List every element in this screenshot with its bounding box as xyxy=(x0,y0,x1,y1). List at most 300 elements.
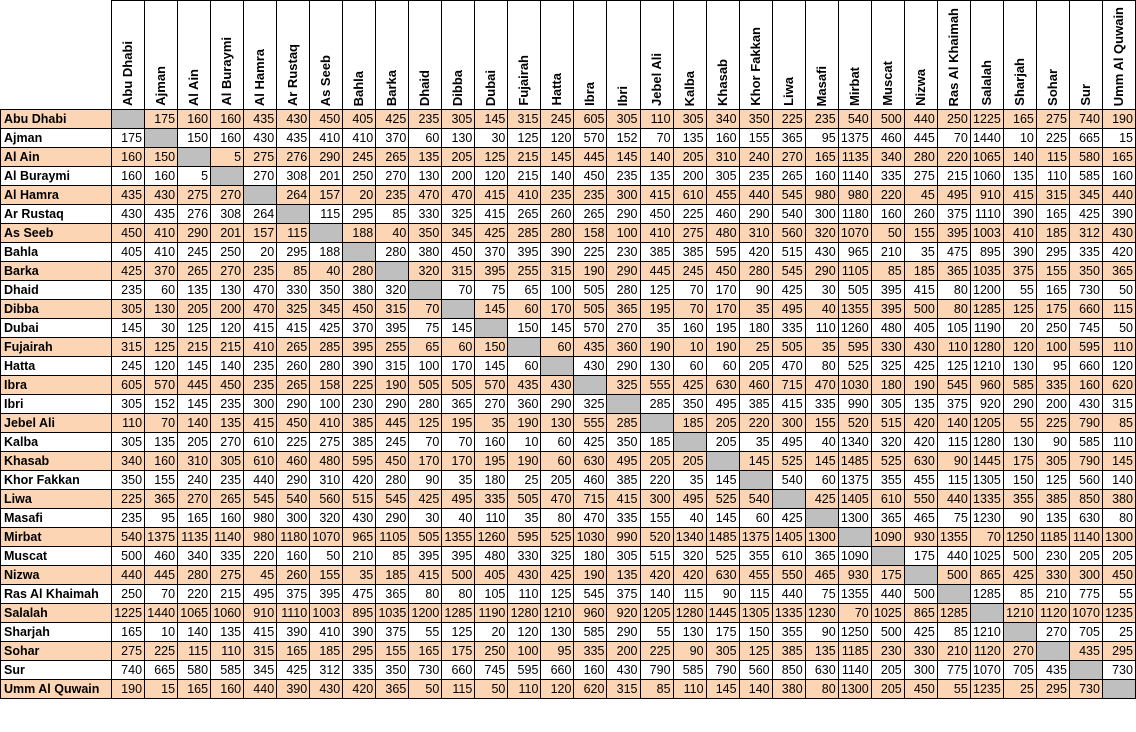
distance-cell: 1030 xyxy=(838,376,871,395)
distance-cell: 130 xyxy=(541,414,574,433)
distance-cell: 570 xyxy=(574,319,607,338)
distance-cell: 395 xyxy=(343,338,376,357)
distance-cell: 260 xyxy=(277,566,310,585)
distance-cell: 350 xyxy=(112,471,145,490)
distance-cell: 290 xyxy=(376,395,409,414)
distance-cell: 180 xyxy=(871,376,904,395)
table-row xyxy=(1,148,1136,167)
distance-cell: 310 xyxy=(310,471,343,490)
distance-cell: 185 xyxy=(673,414,706,433)
distance-cell: 170 xyxy=(442,452,475,471)
distance-cell: 315 xyxy=(442,262,475,281)
distance-cell: 245 xyxy=(541,110,574,129)
distance-cell: 520 xyxy=(838,414,871,433)
distance-cell: 405 xyxy=(343,110,376,129)
distance-cell: 1110 xyxy=(277,604,310,623)
distance-cell: 155 xyxy=(376,642,409,661)
distance-cell: 275 xyxy=(244,148,277,167)
distance-cell: 325 xyxy=(541,547,574,566)
distance-cell: 1205 xyxy=(970,414,1003,433)
distance-cell: 305 xyxy=(211,452,244,471)
distance-cell: 225 xyxy=(1036,414,1069,433)
column-header-label: Bahla xyxy=(351,70,367,106)
distance-cell: 380 xyxy=(409,243,442,262)
distance-cell: 155 xyxy=(145,471,178,490)
distance-cell: 235 xyxy=(409,110,442,129)
distance-cell: 595 xyxy=(1069,338,1102,357)
distance-cell: 60 xyxy=(673,357,706,376)
distance-cell: 1035 xyxy=(376,604,409,623)
distance-cell: 250 xyxy=(475,642,508,661)
distance-cell: 220 xyxy=(244,547,277,566)
distance-cell: 270 xyxy=(178,490,211,509)
distance-cell: 230 xyxy=(343,395,376,414)
distance-cell: 290 xyxy=(376,509,409,528)
distance-cell: 425 xyxy=(772,509,805,528)
distance-cell: 375 xyxy=(277,585,310,604)
table-row xyxy=(1,528,1136,547)
distance-cell: 410 xyxy=(145,243,178,262)
distance-cell: 500 xyxy=(871,110,904,129)
distance-cell: 1135 xyxy=(838,148,871,167)
distance-cell: 290 xyxy=(607,262,640,281)
distance-cell: 460 xyxy=(574,471,607,490)
distance-cell: 375 xyxy=(1003,262,1036,281)
distance-cell: 280 xyxy=(607,281,640,300)
distance-cell: 450 xyxy=(706,262,739,281)
distance-cell: 135 xyxy=(178,281,211,300)
diagonal-cell xyxy=(343,243,376,262)
distance-cell: 95 xyxy=(541,642,574,661)
distance-cell: 110 xyxy=(937,338,970,357)
distance-cell: 365 xyxy=(937,262,970,281)
distance-cell: 585 xyxy=(211,661,244,680)
distance-cell: 115 xyxy=(442,680,475,699)
distance-cell: 1065 xyxy=(970,148,1003,167)
distance-cell: 220 xyxy=(640,471,673,490)
distance-cell: 910 xyxy=(970,186,1003,205)
distance-cell: 25 xyxy=(508,471,541,490)
distance-cell: 610 xyxy=(772,547,805,566)
distance-cell: 610 xyxy=(244,452,277,471)
distance-cell: 130 xyxy=(409,167,442,186)
distance-cell: 201 xyxy=(211,224,244,243)
distance-cell: 205 xyxy=(673,148,706,167)
column-header-label: Barka xyxy=(384,69,400,106)
distance-cell: 125 xyxy=(1036,471,1069,490)
distance-cell: 405 xyxy=(904,319,937,338)
distance-cell: 110 xyxy=(211,642,244,661)
column-header-label: Hatta xyxy=(549,73,565,106)
distance-cell: 290 xyxy=(739,205,772,224)
distance-cell: 560 xyxy=(310,490,343,509)
distance-cell: 130 xyxy=(541,623,574,642)
distance-cell: 125 xyxy=(541,585,574,604)
distance-cell: 730 xyxy=(1102,661,1135,680)
distance-cell: 305 xyxy=(706,642,739,661)
column-header-label: Al Hamra xyxy=(252,48,268,106)
distance-cell: 430 xyxy=(310,680,343,699)
distance-cell: 200 xyxy=(1036,395,1069,414)
distance-cell: 415 xyxy=(772,395,805,414)
distance-cell: 1230 xyxy=(805,604,838,623)
distance-cell: 300 xyxy=(805,205,838,224)
distance-cell: 1070 xyxy=(310,528,343,547)
table-row xyxy=(1,357,1136,376)
row-header: Umm Al Quwain xyxy=(1,680,112,699)
distance-cell: 70 xyxy=(442,433,475,452)
distance-cell: 960 xyxy=(970,376,1003,395)
distance-cell: 1030 xyxy=(574,528,607,547)
distance-cell: 90 xyxy=(409,471,442,490)
distance-cell: 320 xyxy=(376,281,409,300)
distance-cell: 1405 xyxy=(772,528,805,547)
diagonal-cell xyxy=(706,452,739,471)
distance-cell: 235 xyxy=(607,167,640,186)
distance-cell: 740 xyxy=(1069,110,1102,129)
distance-cell: 285 xyxy=(310,338,343,357)
table-row xyxy=(1,642,1136,661)
distance-cell: 965 xyxy=(343,528,376,547)
distance-cell: 300 xyxy=(772,414,805,433)
distance-cell: 235 xyxy=(112,509,145,528)
distance-cell: 190 xyxy=(1102,110,1135,129)
distance-cell: 140 xyxy=(640,585,673,604)
row-header: Hatta xyxy=(1,357,112,376)
distance-cell: 320 xyxy=(673,547,706,566)
distance-cell: 370 xyxy=(475,243,508,262)
distance-cell: 390 xyxy=(541,243,574,262)
column-header xyxy=(871,1,904,110)
diagonal-cell xyxy=(211,167,244,186)
distance-cell: 270 xyxy=(772,148,805,167)
distance-cell: 1185 xyxy=(1036,528,1069,547)
distance-cell: 90 xyxy=(805,623,838,642)
row-header: Muscat xyxy=(1,547,112,566)
distance-cell: 525 xyxy=(706,490,739,509)
distance-cell: 585 xyxy=(574,623,607,642)
distance-cell: 45 xyxy=(244,566,277,585)
distance-cell: 260 xyxy=(541,205,574,224)
row-header: Sohar xyxy=(1,642,112,661)
row-header: Barka xyxy=(1,262,112,281)
row-header: Kalba xyxy=(1,433,112,452)
distance-cell: 410 xyxy=(640,224,673,243)
distance-cell: 145 xyxy=(178,357,211,376)
distance-cell: 205 xyxy=(871,680,904,699)
distance-cell: 450 xyxy=(277,414,310,433)
row-header: Sur xyxy=(1,661,112,680)
distance-cell: 440 xyxy=(244,680,277,699)
column-header xyxy=(178,1,211,110)
distance-cell: 350 xyxy=(376,661,409,680)
distance-cell: 455 xyxy=(739,566,772,585)
distance-cell: 160 xyxy=(706,129,739,148)
distance-cell: 276 xyxy=(277,148,310,167)
row-header: Dubai xyxy=(1,319,112,338)
distance-cell: 470 xyxy=(409,186,442,205)
distance-cell: 1260 xyxy=(838,319,871,338)
distance-cell: 745 xyxy=(1069,319,1102,338)
distance-cell: 705 xyxy=(1003,661,1036,680)
distance-cell: 150 xyxy=(475,338,508,357)
distance-cell: 430 xyxy=(541,376,574,395)
distance-cell: 70 xyxy=(640,129,673,148)
distance-cell: 145 xyxy=(442,319,475,338)
distance-cell: 235 xyxy=(244,357,277,376)
distance-cell: 1285 xyxy=(970,585,1003,604)
column-header xyxy=(706,1,739,110)
diagonal-cell xyxy=(805,509,838,528)
distance-cell: 160 xyxy=(211,129,244,148)
distance-cell: 35 xyxy=(739,433,772,452)
distance-cell: 165 xyxy=(178,509,211,528)
distance-cell: 280 xyxy=(541,224,574,243)
distance-cell: 120 xyxy=(475,167,508,186)
distance-cell: 55 xyxy=(1102,585,1135,604)
distance-cell: 305 xyxy=(442,110,475,129)
distance-cell: 264 xyxy=(277,186,310,205)
diagonal-cell xyxy=(871,547,904,566)
distance-cell: 140 xyxy=(1102,471,1135,490)
distance-cell: 1280 xyxy=(673,604,706,623)
distance-cell: 1335 xyxy=(970,490,1003,509)
distance-cell: 170 xyxy=(541,300,574,319)
distance-cell: 55 xyxy=(640,623,673,642)
distance-cell: 85 xyxy=(871,262,904,281)
distance-cell: 60 xyxy=(541,433,574,452)
distance-cell: 300 xyxy=(1069,566,1102,585)
distance-cell: 1190 xyxy=(475,604,508,623)
column-header-label: Fujairah xyxy=(516,55,532,106)
distance-cell: 345 xyxy=(442,224,475,243)
distance-cell: 1335 xyxy=(772,604,805,623)
distance-cell: 55 xyxy=(937,680,970,699)
distance-cell: 80 xyxy=(541,509,574,528)
distance-cell: 185 xyxy=(1036,224,1069,243)
distance-cell: 205 xyxy=(673,452,706,471)
distance-cell: 335 xyxy=(772,319,805,338)
distance-cell: 505 xyxy=(508,490,541,509)
column-header xyxy=(1102,1,1135,110)
distance-cell: 225 xyxy=(145,642,178,661)
distance-cell: 545 xyxy=(244,490,277,509)
distance-cell: 1060 xyxy=(211,604,244,623)
distance-cell: 265 xyxy=(772,167,805,186)
distance-cell: 365 xyxy=(442,395,475,414)
distance-cell: 200 xyxy=(607,642,640,661)
table-row xyxy=(1,433,1136,452)
distance-cell: 280 xyxy=(310,357,343,376)
column-header-label: Kalba xyxy=(681,70,697,106)
distance-cell: 170 xyxy=(409,452,442,471)
distance-cell: 110 xyxy=(640,110,673,129)
distance-cell: 10 xyxy=(145,623,178,642)
row-header: Al Ain xyxy=(1,148,112,167)
distance-cell: 920 xyxy=(607,604,640,623)
table-row xyxy=(1,167,1136,186)
diagonal-cell xyxy=(673,433,706,452)
distance-cell: 500 xyxy=(904,585,937,604)
distance-cell: 190 xyxy=(508,452,541,471)
distance-cell: 515 xyxy=(871,414,904,433)
distance-cell: 1375 xyxy=(838,471,871,490)
distance-cell: 435 xyxy=(1036,661,1069,680)
distance-cell: 430 xyxy=(1102,224,1135,243)
column-header-label: Masafi xyxy=(813,65,829,106)
distance-cell: 205 xyxy=(541,471,574,490)
distance-cell: 480 xyxy=(706,224,739,243)
diagonal-cell xyxy=(145,129,178,148)
distance-cell: 265 xyxy=(574,205,607,224)
distance-cell: 145 xyxy=(541,319,574,338)
distance-cell: 145 xyxy=(706,471,739,490)
distance-cell: 185 xyxy=(640,433,673,452)
distance-cell: 425 xyxy=(574,433,607,452)
diagonal-cell xyxy=(607,395,640,414)
column-header xyxy=(904,1,937,110)
distance-cell: 50 xyxy=(310,547,343,566)
distance-cell: 430 xyxy=(1069,395,1102,414)
distance-cell: 1105 xyxy=(376,528,409,547)
distance-cell: 135 xyxy=(805,642,838,661)
distance-cell: 165 xyxy=(805,148,838,167)
distance-cell: 350 xyxy=(1069,262,1102,281)
table-row xyxy=(1,604,1136,623)
distance-cell: 1300 xyxy=(805,528,838,547)
distance-cell: 470 xyxy=(541,490,574,509)
distance-cell: 220 xyxy=(739,414,772,433)
distance-cell: 980 xyxy=(244,528,277,547)
distance-cell: 1140 xyxy=(838,167,871,186)
header-row xyxy=(1,1,1136,110)
distance-cell: 150 xyxy=(739,623,772,642)
table-row xyxy=(1,300,1136,319)
distance-cell: 255 xyxy=(508,262,541,281)
distance-cell: 410 xyxy=(310,414,343,433)
distance-cell: 245 xyxy=(376,433,409,452)
distance-cell: 130 xyxy=(673,623,706,642)
distance-cell: 275 xyxy=(112,642,145,661)
distance-cell: 990 xyxy=(607,528,640,547)
distance-cell: 235 xyxy=(739,167,772,186)
distance-cell: 125 xyxy=(475,148,508,167)
distance-cell: 375 xyxy=(937,205,970,224)
distance-cell: 40 xyxy=(805,433,838,452)
row-header: Mirbat xyxy=(1,528,112,547)
distance-cell: 1485 xyxy=(838,452,871,471)
distance-cell: 265 xyxy=(277,376,310,395)
distance-cell: 140 xyxy=(178,623,211,642)
distance-cell: 525 xyxy=(541,528,574,547)
distance-cell: 245 xyxy=(343,148,376,167)
distance-cell: 440 xyxy=(871,585,904,604)
table-row xyxy=(1,338,1136,357)
distance-cell: 1250 xyxy=(838,623,871,642)
distance-cell: 730 xyxy=(1069,281,1102,300)
distance-cell: 270 xyxy=(211,186,244,205)
distance-cell: 435 xyxy=(1069,642,1102,661)
distance-cell: 445 xyxy=(145,566,178,585)
distance-cell: 30 xyxy=(409,509,442,528)
distance-cell: 430 xyxy=(145,186,178,205)
distance-cell: 465 xyxy=(904,509,937,528)
distance-cell: 250 xyxy=(937,110,970,129)
distance-cell: 90 xyxy=(673,642,706,661)
distance-cell: 730 xyxy=(1069,680,1102,699)
distance-cell: 225 xyxy=(640,642,673,661)
distance-cell: 395 xyxy=(442,547,475,566)
distance-cell: 1105 xyxy=(838,262,871,281)
column-header xyxy=(772,1,805,110)
distance-cell: 135 xyxy=(673,129,706,148)
distance-cell: 325 xyxy=(574,395,607,414)
distance-cell: 120 xyxy=(508,623,541,642)
distance-cell: 264 xyxy=(244,205,277,224)
distance-cell: 340 xyxy=(706,110,739,129)
distance-cell: 158 xyxy=(310,376,343,395)
distance-cell: 188 xyxy=(310,243,343,262)
distance-cell: 200 xyxy=(673,167,706,186)
distance-cell: 580 xyxy=(178,661,211,680)
distance-cell: 140 xyxy=(178,414,211,433)
distance-cell: 385 xyxy=(673,243,706,262)
distance-cell: 505 xyxy=(574,300,607,319)
distance-cell: 365 xyxy=(376,680,409,699)
distance-cell: 220 xyxy=(871,186,904,205)
distance-cell: 145 xyxy=(112,319,145,338)
distance-cell: 1185 xyxy=(838,642,871,661)
distance-cell: 70 xyxy=(145,414,178,433)
column-header-label: Salalah xyxy=(978,60,994,106)
distance-cell: 745 xyxy=(475,661,508,680)
distance-cell: 425 xyxy=(475,224,508,243)
distance-cell: 550 xyxy=(904,490,937,509)
distance-cell: 130 xyxy=(640,357,673,376)
distance-cell: 440 xyxy=(1102,186,1135,205)
distance-cell: 308 xyxy=(277,167,310,186)
column-header xyxy=(211,1,244,110)
distance-cell: 315 xyxy=(376,300,409,319)
distance-cell: 465 xyxy=(805,566,838,585)
distance-cell: 130 xyxy=(211,281,244,300)
distance-cell: 350 xyxy=(607,433,640,452)
distance-cell: 140 xyxy=(739,680,772,699)
distance-cell: 1025 xyxy=(871,604,904,623)
diagonal-cell xyxy=(541,357,574,376)
distance-cell: 305 xyxy=(706,167,739,186)
distance-cell: 90 xyxy=(739,281,772,300)
distance-cell: 390 xyxy=(343,623,376,642)
distance-cell: 185 xyxy=(310,642,343,661)
distance-cell: 340 xyxy=(178,547,211,566)
distance-cell: 160 xyxy=(145,452,178,471)
distance-cell: 290 xyxy=(277,395,310,414)
distance-cell: 495 xyxy=(706,395,739,414)
distance-cell: 190 xyxy=(574,566,607,585)
distance-cell: 425 xyxy=(1003,566,1036,585)
row-header: As Seeb xyxy=(1,224,112,243)
distance-cell: 1285 xyxy=(970,300,1003,319)
distance-cell: 50 xyxy=(871,224,904,243)
distance-cell: 335 xyxy=(1069,243,1102,262)
distance-cell: 190 xyxy=(706,338,739,357)
distance-cell: 155 xyxy=(739,129,772,148)
distance-cell: 580 xyxy=(1069,148,1102,167)
distance-cell: 75 xyxy=(475,281,508,300)
diagonal-cell xyxy=(574,376,607,395)
table-row xyxy=(1,623,1136,642)
